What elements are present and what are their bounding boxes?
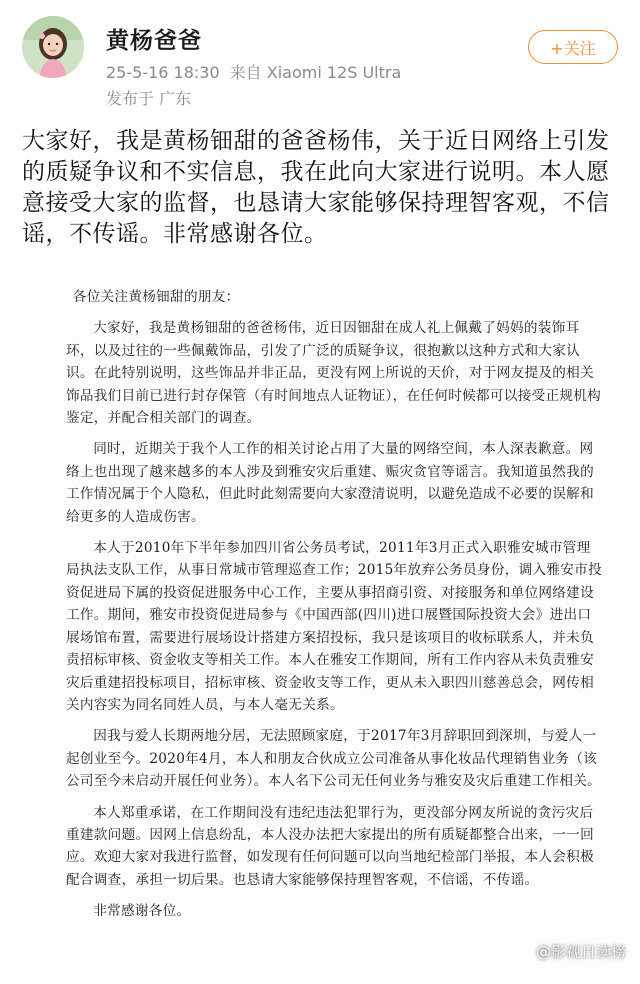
statement-image[interactable] [8,270,632,984]
weibo-logo-icon [510,940,532,962]
post-meta [106,60,401,83]
statement-paragraph: 本人郑重承诺，在工作期间没有违纪违法犯罪行为，更没部分网友所说的贪污灾后重建款问题。因网上信息纷乱，本人没办法把大家提出的所有质疑都整合出来，一一回应。欢迎大家对我进行监督，如发现有任何问题可以向当地纪检部门举报，本人会积极配合调查，承担一切后果。也恳请大家能够保持理智客观，不信谣，不传谣。 [66,804,594,888]
avatar[interactable] [22,16,84,78]
statement-document [66,286,604,932]
statement-paragraph: 本人于2010年下半年参加四川省公务员考试，2011年3月正式入职雅安城市管理局执法支队工作，从事日常城市管理巡查工作；2015年放弃公务员身份，调入雅安市投资促进局下属的投资促进服务中心工作，主要从事招商引资、对接服务和单位网络建设工作。期间，雅安市投资促进局参与《中国西部(四川)进口展暨国际投资大会》进出口展场馆布置，需要进行展场设计搭建方案招投标，我只是该项目的收标联系人，并未负责招标审核、资金收支等相关工作。本人在雅安工作期间，所有工作内容从未负责雅安灾后重建招投标项目，招标审核、资金收支等工作，更从未入职四川慈善总会，网传相关内容实为同名同姓人员，与本人毫无关系。 [66,540,602,713]
post-source: 来自 Xiaomi 12S Ultra [229,63,402,82]
watermark [510,940,626,962]
post-date: 25-5-16 18:30 [106,63,220,82]
statement-paragraph: 因我与爱人长期两地分居，无法照顾家庭，于2017年3月辞职回到深圳，与爱人一起创业至今。2020年4月，本人和朋友合伙成立公司准备从事化妆品代理销售业务（该公司至今未启动开展任何业务）。本人名下公司无任何业务与雅安及灾后重建工作相关。 [66,728,602,790]
statement-salutation: 各位关注黄杨钿甜的朋友： [72,289,240,305]
statement-paragraph: 同时，近期关于我个人工作的相关讨论占用了大量的网络空间，本人深表歉意。网络上也出现了越来越多的本人涉及到雅安灾后重建、赈灾贪官等谣言。我知道虽然我的工作情况属于个人隐私，但此时此刻需要向大家澄清说明，以避免造成不必要的误解和给更多的人造成伤害。 [66,441,594,525]
follow-button[interactable]: +关注 [528,30,618,64]
avatar-image [22,16,84,78]
watermark-text: @影视日读榜 [535,942,626,961]
post-text: 大家好，我是黄杨钿甜的爸爸杨伟，关于近日网络上引发的质疑争议和不实信息，我在此向大家进行说明。本人愿意接受大家的监督，也恳请大家能够保持理智客观，不信谣，不传谣。非常感谢各位。 [22,128,610,247]
statement-closing: 非常感谢各位。 [93,903,191,920]
post-header [0,0,640,118]
post-location: 发布于 广东 [106,89,192,108]
username[interactable]: 黄杨爸爸 [106,28,202,54]
statement-paragraph: 大家好，我是黄杨钿甜的爸爸杨伟，近日因钿甜在成人礼上佩戴了妈妈的装饰耳环，以及过往的一些佩戴饰品，引发了广泛的质疑争议，很抱歉以这种方式和大家认识。在此特别说明，这些饰品并非正品，更没有网上所说的天价，对于网友提及的相关饰品我们目前已进行封存保管（有时间地点人证物证），在任何时候都可以接受正规机构鉴定，并配合相关部门的调查。 [66,320,602,427]
